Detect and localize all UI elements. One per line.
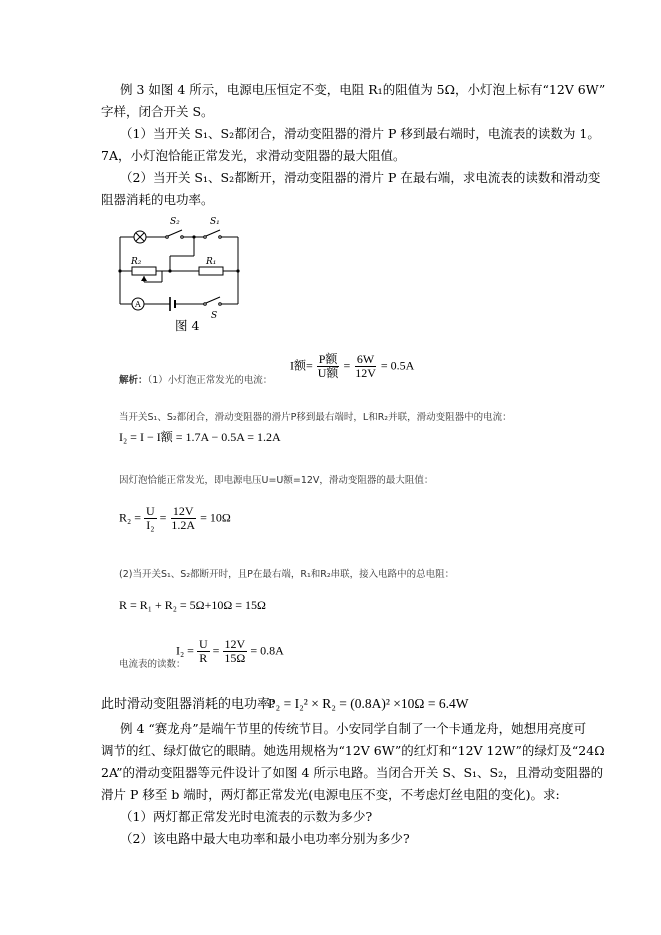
switch-s2-lever (168, 230, 182, 236)
example3-q1-line1: （1）当开关 S₁、S₂都闭合，滑动变阻器的滑片 P 移到最右端时，电流表的读数为 1。 (120, 126, 600, 141)
solution-step4-text: (2)当开关S₁、S₂都断开时，且P在最右端，R₁和R₂串联，接入电路中的总电阻： (119, 569, 455, 580)
switch-s1-lever (206, 230, 220, 236)
label-s2: S₂ (170, 217, 180, 227)
label-s1: S₁ (210, 217, 220, 227)
label-s: S (211, 311, 218, 321)
example3-q2-line2: 阻器消耗的电功率。 (101, 192, 214, 207)
switch-s-lever (206, 297, 220, 303)
figure-caption: 图 4 (175, 318, 200, 333)
example4-line3: 2A”的滑动变阻器等元件设计了如图 4 所示电路。当闭合开关 S、S₁、S₂，且滑动变阻器的 (101, 765, 604, 780)
example4-q2: （2）该电路中最大电功率和最小电功率分别为多少? (120, 831, 410, 846)
resistor-r1-symbol (199, 267, 223, 275)
example3-q1-line2: 7A，小灯泡恰能正常发光，求滑动变阻器的最大阻值。 (101, 148, 406, 163)
formula-step3: R₂ = $\frac{U}{\text{I₂}}$ = $\frac{12V}{1.2A}$ = 10Ω (119, 504, 231, 532)
solution-step6-text: 此时滑动变阻器消耗的电功率： (101, 697, 284, 712)
example3-line1: 例 3 如图 4 所示，电源电压恒定不变，电阻 R₁的阻值为 5Ω，小灯泡上标有“12V 6W” (120, 82, 606, 97)
formula-step5: I₂ = $\frac{U}{R}$ = $\frac{12V}{15\Omega}$ = 0.8A (176, 637, 284, 665)
formula-step2: I₂ = I − I额 = 1.7A − 0.5A = 1.2A (119, 430, 281, 444)
example4-line1: 例 4 “赛龙舟”是端午节里的传统节目。小安同学自制了一个卡通龙舟，她想用亮度可 (120, 721, 587, 736)
label-ammeter: A (135, 300, 141, 309)
solution-step2-text: 当开关S₁、S₂都闭合，滑动变阻器的滑片P移到最右端时，L和R₂并联，滑动变阻器中的电流： (119, 412, 512, 423)
step1-text: （1）小灯泡正常发光的电流： (147, 375, 273, 386)
formula-step4: R = R₁ + R₂ = 5Ω+10Ω = 15Ω (119, 598, 266, 612)
slider-arrow (141, 276, 147, 281)
example3-q2-line1: （2）当开关 S₁、S₂都断开，滑动变阻器的滑片 P 在最右端，求电流表的读数和滑动变 (120, 170, 601, 185)
example4-line2: 调节的红、绿灯做它的眼睛。她选用规格为“12V 6W”的红灯和“12V 12W”的绿灯及“24Ω (101, 743, 605, 758)
solution-step1-text (119, 372, 272, 386)
example3-line2: 字样，闭合开关 S。 (101, 104, 214, 119)
formula-step6: P₂ = I₂² × R₂ = (0.8A)² ×10Ω = 6.4W (268, 696, 469, 711)
resistor-r2-symbol (132, 267, 156, 275)
solution-label: 解析： (119, 375, 148, 386)
example4-line4: 滑片 P 移至 b 端时，两灯都正常发光(电源电压不变，不考虑灯丝电阻的变化)。求: (101, 787, 560, 802)
label-r2: R₂ (131, 257, 142, 267)
solution-step3-text: 因灯泡恰能正常发光，即电源电压U=U额=12V，滑动变阻器的最大阻值： (119, 475, 434, 486)
label-r1: R₁ (206, 257, 217, 267)
formula-step1: I额= $\frac{\text{P额}}{\text{U额}}$ = $\frac{6W}{12V}$ = 0.5A (290, 352, 415, 380)
example4-q1: （1）两灯都正常发光时电流表的示数为多少? (120, 809, 373, 824)
solution-step5-text: 电流表的读数： (119, 659, 186, 670)
